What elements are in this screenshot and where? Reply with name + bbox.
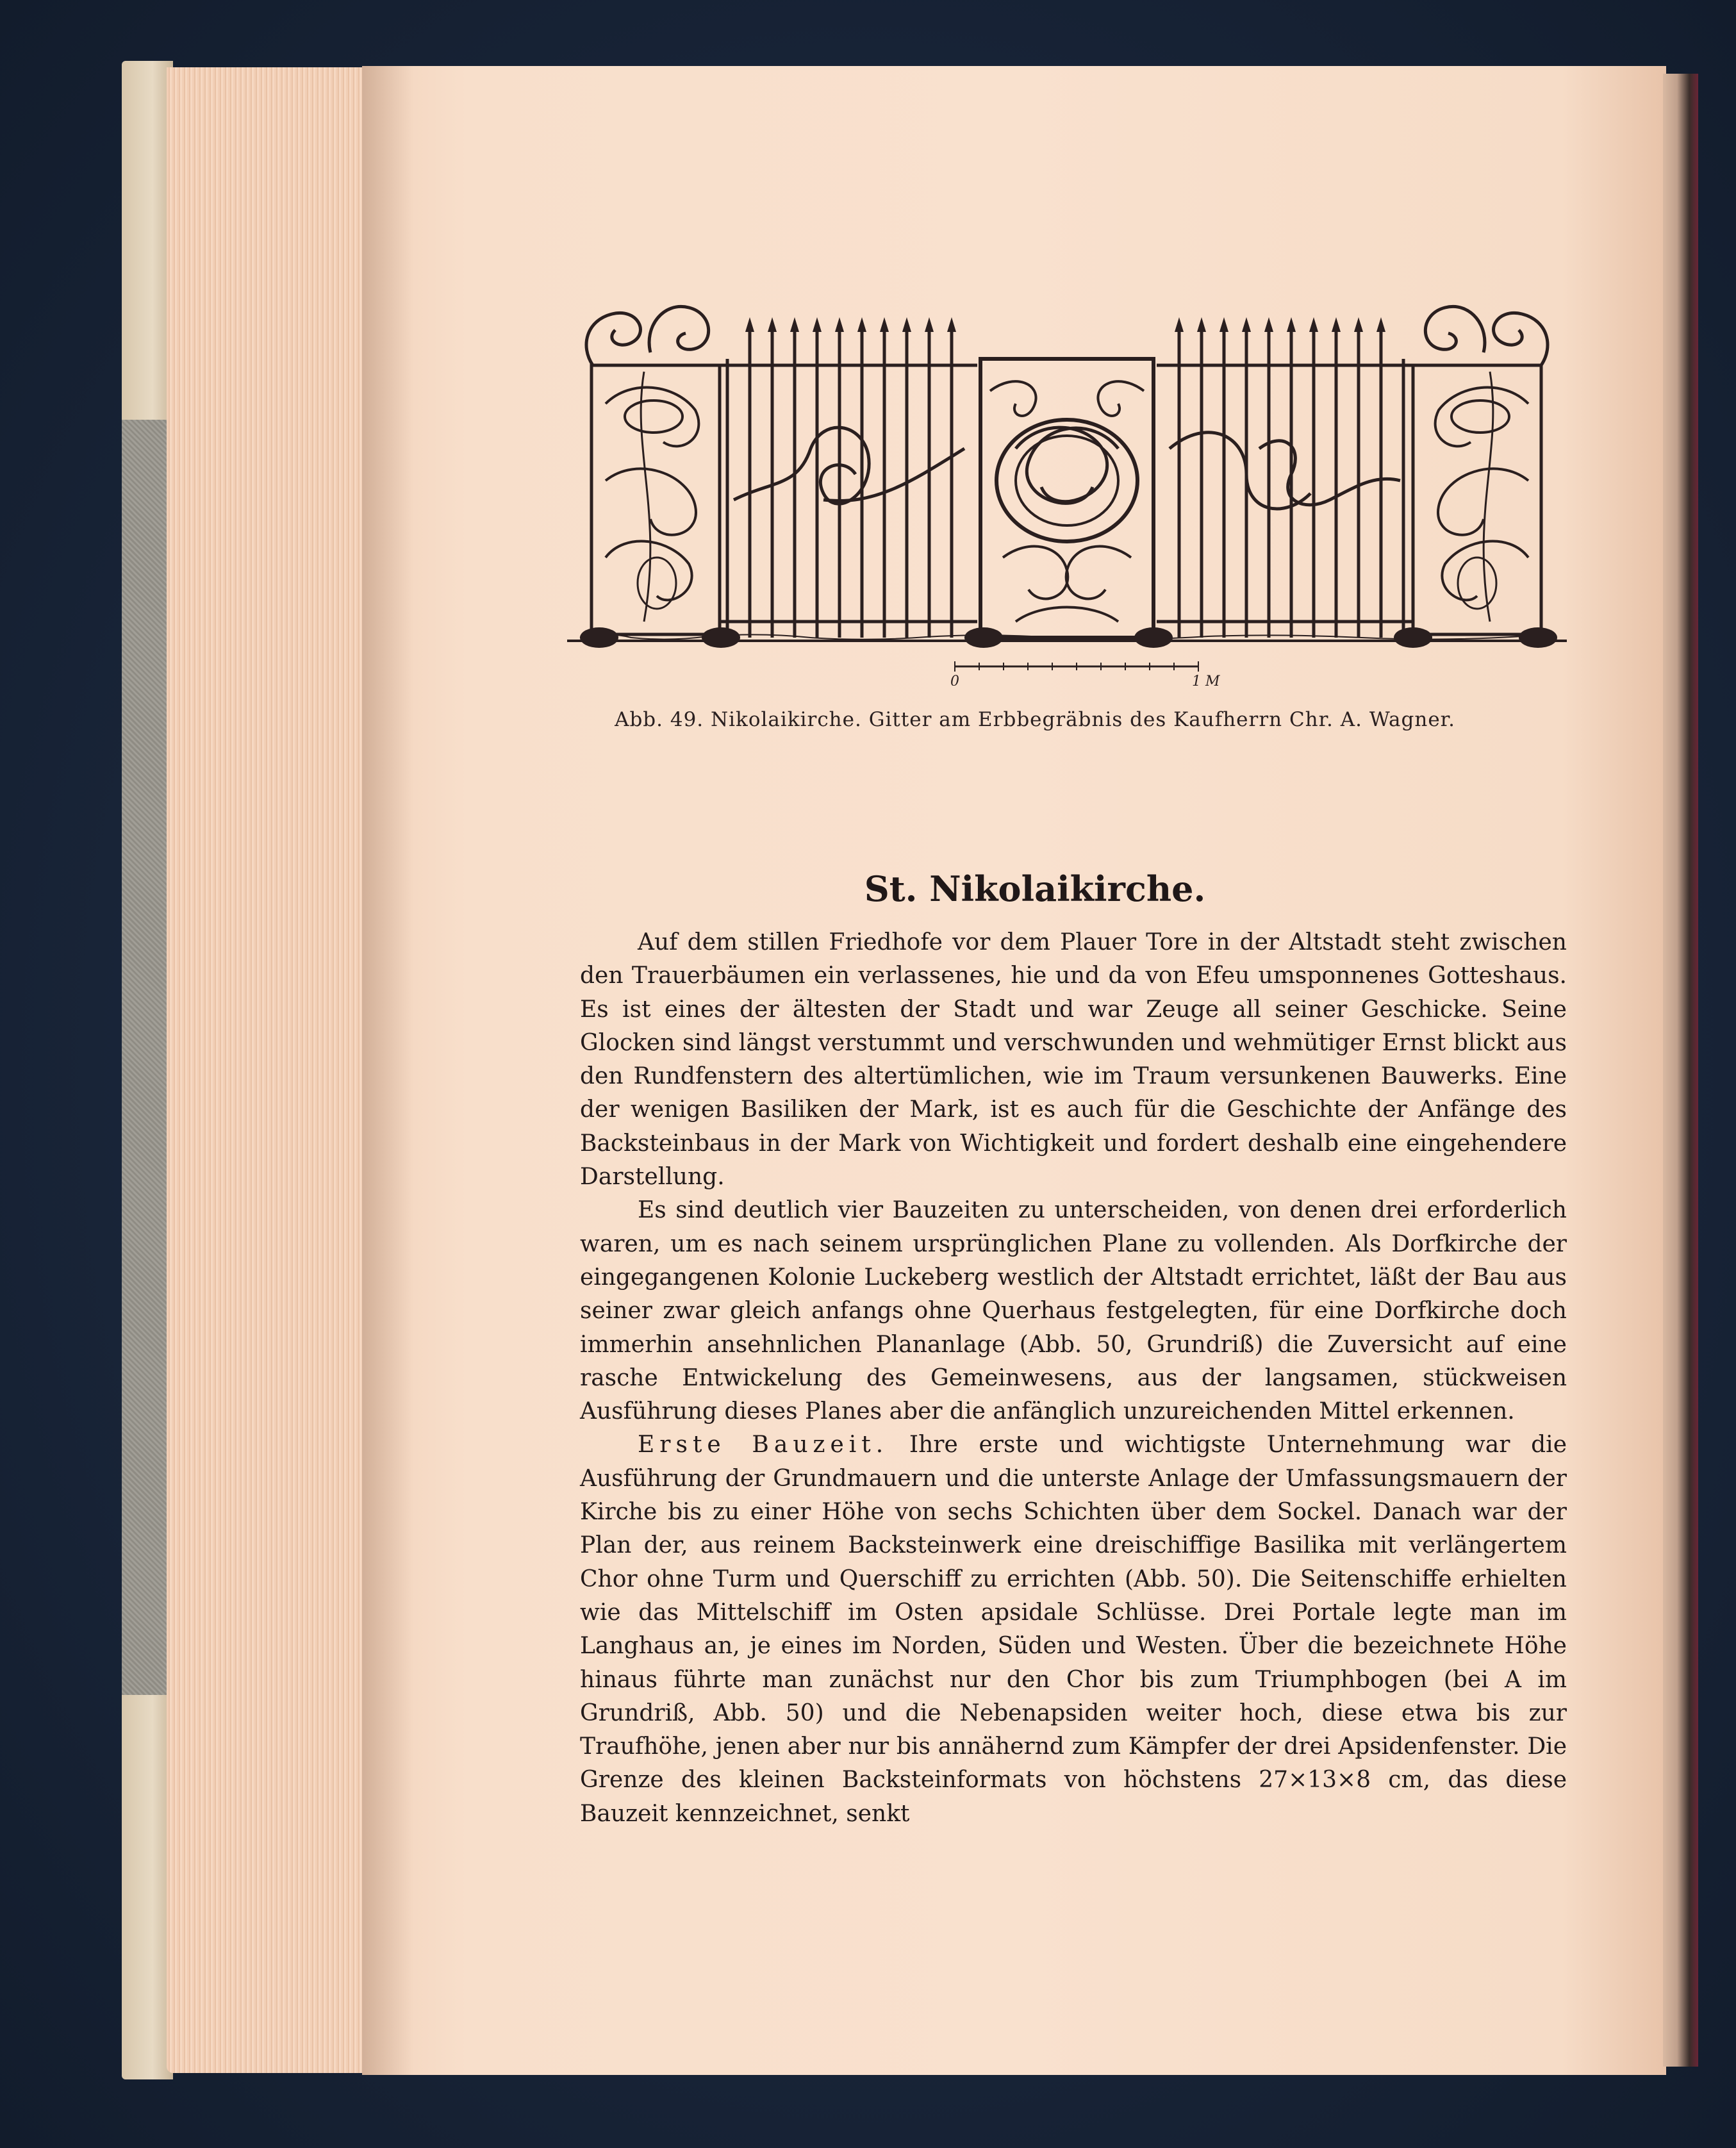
scale-start-label: 0 — [950, 673, 959, 686]
section-heading: St. Nikolaikirche. — [864, 868, 1206, 909]
fence-illustration — [567, 288, 1573, 686]
book-cloth-spine — [122, 420, 173, 1695]
gutter-shadow — [362, 66, 413, 2075]
body-text — [580, 926, 1567, 1831]
paragraph-2: Es sind deutlich vier Bauzeiten zu unterscheiden, von denen drei erforderlich waren, um es nach seinem ursprünglichen Plane zu vollenden. Als Dorfkirche der eingegangenen Kolonie Luckeberg westlich der Altstadt errichtet, läßt der Bau aus seiner zwar gleich anfangs ohne Querhaus festgelegten, für eine Dorfkirche doch immerhin ansehnlichen Plananlage (Abb. 50, Grundriß) die Zuversicht auf eine rasche Entwickelung des Gemeinwesens, aus der langsamen, stückweisen Ausführung dieses Planes aber die anfänglich unzureichenden Mittel erkennen. — [580, 1197, 1567, 1425]
figure-caption: Abb. 49. Nikolaikirche. Gitter am Erbbegräbnis des Kaufherrn Chr. A. Wagner. — [615, 708, 1455, 731]
paragraph-3 — [580, 1428, 1567, 1831]
wrought-iron-gate-drawing — [567, 288, 1573, 686]
paragraph-3-lead: Erste Bauzeit. — [638, 1432, 889, 1458]
book-right-edge — [1663, 74, 1698, 2067]
paragraph-3-text: Ihre erste und wichtigste Unternehmung war die Ausführung der Grundmauern und die unterste Anlage der Umfassungsmauern der Kirche bis zu einer Höhe von sechs Schichten über dem Sockel. Danach war der Plan der, aus reinem Backsteinwerk eine dreischiffige Basilika mit verlängertem Chor ohne Turm und Querschiff zu errichten (Abb. 50). Die Seitenschiffe erhielten wie das Mittelschiff im Osten apsidale Schlüsse. Drei Portale legte man im Langhaus an, je eines im Norden, Süden und Westen. Über die bezeichnete Höhe hinaus führte man zunächst nur den Chor bis zum Triumphbogen (bei A im Grundriß, Abb. 50) und die Nebenapsiden weiter hoch, diese etwa bis zur Traufhöhe, jenen aber nur bis annähernd zum Kämpfer der drei Apsidenfenster. Die Grenze des kleinen Backsteinformats von höchstens 27×13×8 cm, das diese Bauzeit kennzeichnet, senkt — [580, 1432, 1567, 1827]
paragraph-1: Auf dem stillen Friedhofe vor dem Plauer Tore in der Altstadt steht zwischen den Trauerbäumen ein verlassenes, hie und da von Efeu umsponnenes Gotteshaus. Es ist eines der ältesten der Stadt und war Zeuge all seiner Geschicke. Seine Glocken sind längst verstummt und verschwunden und wehmütiger Ernst blickt aus den Rundfenstern des altertümlichen, wie im Traum versunkenen Bauwerks. Eine der wenigen Basiliken der Mark, ist es auch für die Geschichte der Anfänge des Backsteinbaus in der Mark von Wichtigkeit und fordert deshalb eine eingehendere Darstellung. — [580, 929, 1567, 1191]
scale-end-label: 1 M — [1192, 673, 1220, 686]
